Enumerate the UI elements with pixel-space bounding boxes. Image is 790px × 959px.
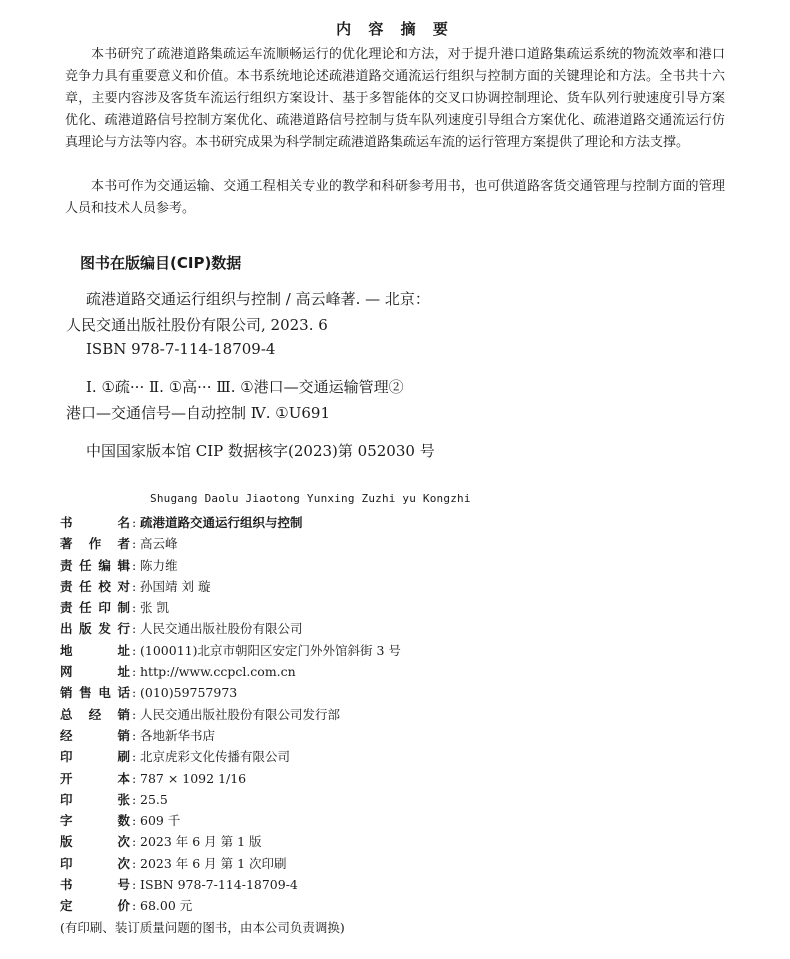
info-value: 人民交通出版社股份有限公司: [140, 621, 303, 637]
cip-line-2: 人民交通出版社股份有限公司, 2023. 6: [66, 316, 328, 334]
summary-paragraph-2: 本书可作为交通运输、交通工程相关专业的教学和科研参考用书，也可供道路客货交通管理与控制方面的管理人员和技术人员参考。: [65, 179, 725, 216]
info-label: 责任编辑: [60, 557, 130, 573]
info-label: 书号: [60, 877, 130, 893]
info-label: 印张: [60, 791, 130, 807]
info-label: 责任校对: [60, 578, 130, 594]
info-row-printer: [60, 746, 700, 767]
info-label: 责任印制: [60, 600, 130, 616]
info-separator: :: [132, 642, 137, 658]
info-label: 开本: [60, 770, 130, 786]
info-row-sheets: [60, 789, 700, 810]
info-separator: :: [132, 600, 137, 616]
info-label: 版次: [60, 834, 130, 850]
cip-line-3: ISBN 978-7-114-18709-4: [86, 340, 276, 358]
info-row-editor: [60, 555, 700, 576]
info-label: 销售电话: [60, 685, 130, 701]
info-value: 各地新华书店: [140, 727, 216, 743]
info-value: 787 × 1092 1/16: [140, 770, 247, 786]
info-label: 著作者: [60, 536, 130, 552]
info-value: 68.00 元: [140, 898, 193, 914]
pinyin-title: Shugang Daolu Jiaotong Yunxing Zuzhi yu Kongzhi: [150, 492, 471, 505]
info-value: 高云峰: [140, 536, 178, 552]
info-value: 北京虎彩文化传播有限公司: [140, 749, 291, 765]
info-separator: :: [132, 621, 137, 637]
info-value: 疏港道路交通运行组织与控制: [140, 515, 303, 530]
info-value: 25.5: [140, 791, 168, 807]
info-separator: :: [132, 898, 137, 914]
info-row-proofreader: [60, 576, 700, 597]
info-label: 定价: [60, 898, 130, 914]
info-separator: :: [132, 557, 137, 573]
info-separator: :: [132, 770, 137, 786]
info-value: 2023 年 6 月 第 1 版: [140, 834, 262, 850]
info-separator: :: [132, 727, 137, 743]
info-row-print-manager: [60, 597, 700, 618]
cip-line-5: 港口—交通信号—自动控制 Ⅳ. ①U691: [66, 404, 331, 422]
info-separator: :: [132, 834, 137, 850]
info-row-address: [60, 640, 700, 661]
info-separator: :: [132, 749, 137, 765]
info-separator: :: [132, 791, 137, 807]
info-row-website: [60, 661, 700, 682]
info-label: 经销: [60, 727, 130, 743]
publication-info-table: [60, 512, 700, 917]
info-row-sales-phone: [60, 682, 700, 703]
info-separator: :: [132, 578, 137, 594]
info-row-distributor: [60, 725, 700, 746]
info-label: 书名: [60, 515, 130, 530]
info-row-printing: [60, 853, 700, 874]
info-separator: :: [132, 706, 137, 722]
info-separator: :: [132, 813, 137, 829]
info-separator: :: [132, 664, 137, 680]
info-row-word-count: [60, 810, 700, 831]
info-value: 609 千: [140, 813, 181, 829]
info-value: 陈力维: [140, 557, 178, 573]
info-label: 出版发行: [60, 621, 130, 637]
info-row-price: [60, 895, 700, 916]
info-separator: :: [132, 855, 137, 871]
info-label: 印刷: [60, 749, 130, 765]
info-value: (010)59757973: [140, 685, 238, 701]
info-row-publisher: [60, 618, 700, 639]
info-row-isbn: [60, 874, 700, 895]
info-value: 人民交通出版社股份有限公司发行部: [140, 706, 341, 722]
info-value: (100011)北京市朝阳区安定门外外馆斜街 3 号: [140, 642, 401, 658]
cip-line-1: 疏港道路交通运行组织与控制 / 高云峰著. — 北京：: [86, 290, 430, 308]
summary-title: 内 容 摘 要: [336, 20, 454, 38]
info-value: http://www.ccpcl.com.cn: [140, 664, 296, 680]
info-label: 地址: [60, 642, 130, 658]
summary-paragraph-1: 本书研究了疏港道路集疏运车流顺畅运行的优化理论和方法，对于提升港口道路集疏运系统的物流效率和港口竞争力具有重要意义和价值。本书系统地论述疏港道路交通流运行组织与控制方面的关键理论和方法。全书共十六章，主要内容涉及客货车流运行组织方案设计、基于多智能体的交叉口协调控制理论、货车队列行驶速度引导方案优化、疏港道路信号控制方案优化、疏港道路信号控制与货车队列速度引导组合方案优化、疏港道路交通流运行仿真理论与方法等内容。本书研究成果为科学制定疏港道路集疏运车流的运行管理方案提供了理论和方法支撑。: [65, 47, 725, 150]
info-row-author: [60, 533, 700, 554]
info-row-general-distributor: [60, 704, 700, 725]
info-value: ISBN 978-7-114-18709-4: [140, 877, 298, 893]
info-value: 孙国靖 刘 璇: [140, 578, 211, 594]
info-row-title: [60, 512, 700, 533]
info-label: 总经销: [60, 706, 130, 722]
quality-notice: (有印刷、装订质量问题的图书，由本公司负责调换): [60, 920, 345, 935]
info-label: 印次: [60, 855, 130, 871]
info-value: 张 凯: [140, 600, 169, 616]
info-separator: :: [132, 536, 137, 552]
info-label: 网址: [60, 664, 130, 680]
info-row-edition: [60, 831, 700, 852]
cip-line-4: Ⅰ. ①疏··· Ⅱ. ①高··· Ⅲ. ①港口—交通运输管理②: [86, 378, 404, 396]
info-label: 字数: [60, 813, 130, 829]
cip-line-6: 中国国家版本馆 CIP 数据核字(2023)第 052030 号: [86, 442, 435, 460]
info-value: 2023 年 6 月 第 1 次印刷: [140, 855, 287, 871]
cip-heading: 图书在版编目(CIP)数据: [80, 254, 242, 272]
info-separator: :: [132, 877, 137, 893]
info-separator: :: [132, 685, 137, 701]
info-row-format: [60, 768, 700, 789]
info-separator: :: [132, 515, 137, 530]
